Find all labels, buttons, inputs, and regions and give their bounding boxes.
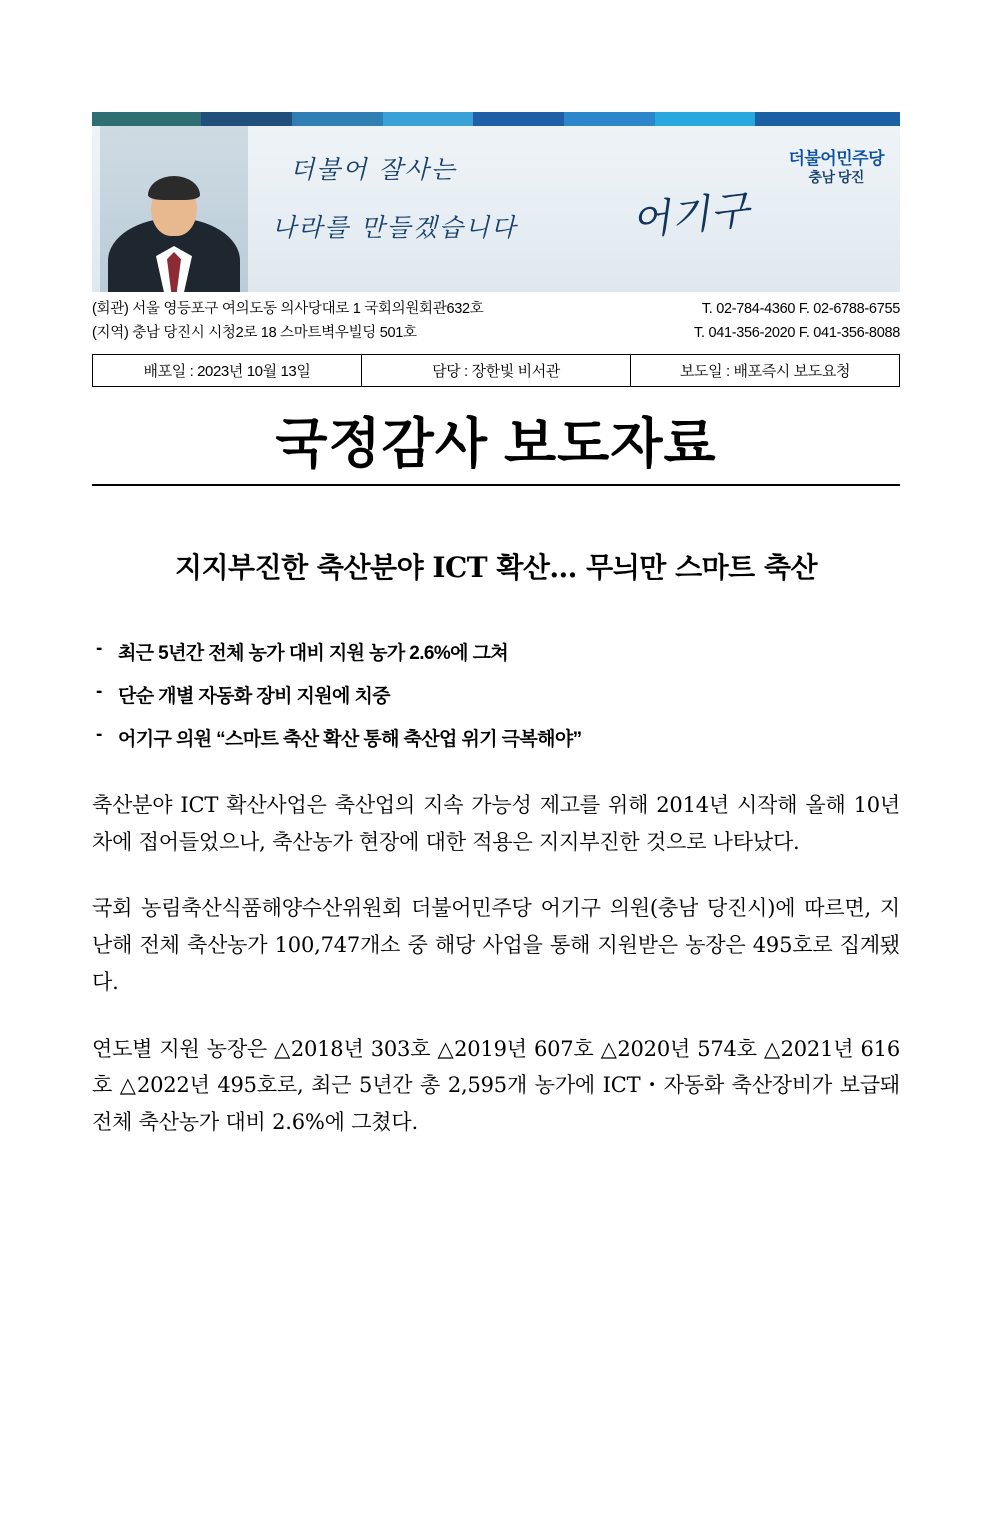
- banner-body: [92, 126, 900, 292]
- body-text: [92, 787, 900, 1141]
- office-address: (회관) 서울 영등포구 여의도동 의사당대로 1 국회의원회관632호: [92, 301, 484, 317]
- slogan-line-2: 나라를 만들겠습니다: [272, 213, 518, 242]
- local-address: (지역) 충남 당진시 시청2로 18 스마트벽우빌딩 501호: [92, 324, 417, 341]
- office-phone: T. 02-784-4360 F. 02-6788-6755: [701, 301, 900, 317]
- bullet-text: 최근 5년간 전체 농가 대비 지원 농가 2.6%에 그쳐: [118, 642, 509, 664]
- distribution-date-cell: 배포일 : 2023년 10월 13일: [143, 362, 311, 380]
- press-release-page: [0, 112, 992, 1515]
- info-table: [92, 354, 900, 387]
- bullet-text: 어기구 의원 “스마트 축산 확산 통해 축산업 위기 극복해야”: [118, 728, 582, 750]
- paragraph-2: 국회 농림축산식품해양수산위원회 더불어민주당 어기구 의원(충남 당진시)에 따르면, 지난해 전체 축산농가 100,747개소 중 해당 사업을 통해 지원받은 농장은 495호로 집계됐다.: [92, 896, 900, 994]
- bullet-dash: -: [96, 637, 102, 659]
- list-item: [96, 681, 900, 708]
- document-title: 국정감사 보도자료: [275, 413, 717, 474]
- address-row-office: [92, 298, 900, 322]
- bullet-dash: -: [96, 723, 102, 745]
- bullet-list: [92, 638, 900, 751]
- party-region: 충남 당진: [808, 169, 864, 186]
- title-divider: [92, 484, 900, 486]
- paragraph-1: 축산분야 ICT 확산사업은 축산업의 지속 가능성 제고를 위해 2014년 시작해 올해 10년 차에 접어들었으나, 축산농가 현장에 대한 적용은 지지부진한 것으로 나타났다.: [92, 792, 900, 854]
- party-name: 더불어민주당: [788, 149, 884, 168]
- list-item: [96, 638, 900, 665]
- signature-text: 어기구: [629, 186, 753, 246]
- letterhead-banner: [92, 112, 900, 292]
- bullet-dash: -: [96, 680, 102, 702]
- banner-color-strip: [92, 112, 900, 126]
- party-logo: [788, 148, 884, 187]
- member-photo: [100, 126, 248, 292]
- address-block: [92, 298, 900, 346]
- contact-cell: 담당 : 장한빛 비서관: [361, 355, 630, 386]
- address-row-local: [92, 322, 900, 346]
- paragraph-3: 연도별 지원 농장은 △2018년 303호 △2019년 607호 △2020년 574호 △2021년 616호 △2022년 495호로, 최근 5년간 총 2,595개 농가에 ICT・자동화 축산장비가 보급돼 전체 축산농가 대비 2.6%에 그쳤다.: [92, 1036, 900, 1135]
- embargo-cell: 보도일 : 배포즉시 보도요청: [630, 355, 899, 386]
- local-phone: T. 041-356-2020 F. 041-356-8088: [694, 324, 900, 341]
- headline: 지지부진한 축산분야 ICT 확산… 무늬만 스마트 축산: [174, 550, 818, 584]
- bullet-text: 단순 개별 자동화 장비 지원에 치중: [118, 685, 390, 707]
- slogan-line-1: 더불어 잘사는: [290, 155, 457, 184]
- list-item: [96, 724, 900, 751]
